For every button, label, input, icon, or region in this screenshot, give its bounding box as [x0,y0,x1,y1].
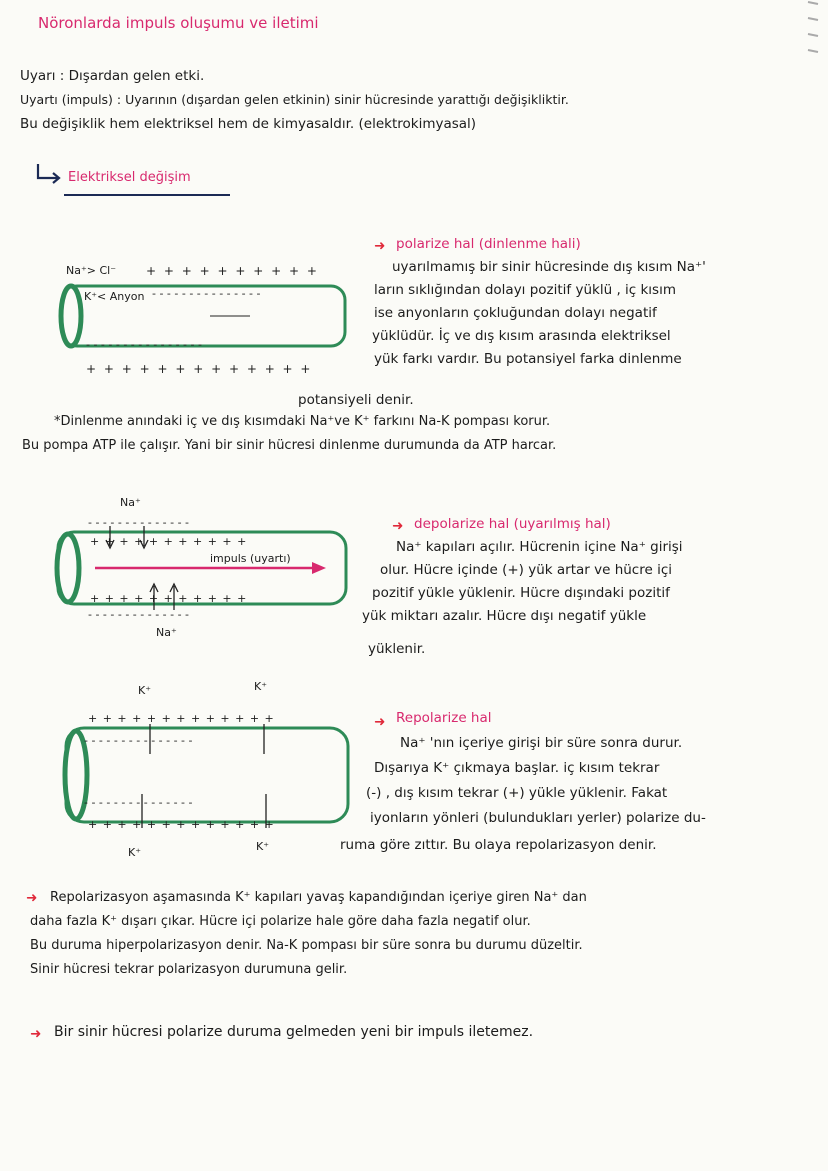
arrow-icon: ➜ [26,890,38,906]
hyper-line-2: daha fazla K⁺ dışarı çıkar. Hücre içi polarize hale göre daha fazla negatif olur. [30,914,531,929]
section-heading: Elektriksel değişim [68,170,191,185]
arrow-icon: ➜ [374,714,386,730]
notebook-spine-marks [804,0,824,60]
corner-arrow-icon [34,162,64,184]
intro-line-1: Uyarı : Dışardan gelen etki. [20,68,205,84]
repolarize-ion-label: K⁺ [138,684,152,697]
pump-note-line-2: Bu pompa ATP ile çalışır. Yani bir sinir hücresi dinlenme durumunda da ATP harcar. [22,438,557,453]
polarize-line: ise anyonların çokluğundan dolayı negatif [374,305,657,321]
repolarize-title: Repolarize hal [396,710,492,726]
final-note: Bir sinir hücresi polarize duruma gelmeden yeni bir impuls iletemez. [54,1024,534,1040]
depolarize-line: olur. Hücre içinde (+) yük artar ve hücre içi [380,562,673,578]
hyper-line-1: Repolarizasyon aşamasında K⁺ kapıları yavaş kapandığından içeriye giren Na⁺ dan [50,890,587,905]
polarize-line: yük farkı vardır. Bu potansiyel farka dinlenme [374,351,682,367]
depolarize-line: Na⁺ kapıları açılır. Hücrenin içine Na⁺ girişi [396,539,683,555]
repolarize-ion-label: K⁺ [254,680,268,693]
depolarize-top-in: + + + + + + + + + + + [90,535,248,548]
depolarize-ion-bottom: Na⁺ [156,626,177,639]
polarize-title: polarize hal (dinlenme hali) [396,236,581,252]
repolarize-bottom-in: - - - - - - - - - - - - - - - [84,796,193,809]
depolarize-ion-top: Na⁺ [120,496,141,509]
depolarize-title: depolarize hal (uyarılmış hal) [414,516,611,532]
arrow-icon: ➜ [374,238,386,254]
polarize-line: yüklüdür. İç ve dış kısım arasında elektriksel [372,328,671,344]
polarize-top-charges: + + + + + + + + + + [146,264,319,278]
depolarize-line: yüklenir. [368,641,426,657]
arrow-icon: ➜ [30,1026,42,1042]
repolarize-line: (-) , dış kısım tekrar (+) yükle yüklenir. Fakat [366,785,668,801]
depolarize-bottom-out: - - - - - - - - - - - - - - [88,608,190,621]
pump-note-line-1: *Dinlenme anındaki iç ve dış kısımdaki Na⁺ve K⁺ farkını Na-K pompası korur. [54,414,551,429]
polarize-bottom-charges: + + + + + + + + + + + + + [86,362,313,376]
depolarize-line: pozitif yükle yüklenir. Hücre dışındaki pozitif [372,585,670,601]
intro-line-2: Uyartı (impuls) : Uyarının (dışardan gelen etkinin) sinir hücresinde yarattığı değişikliktir. [20,92,569,107]
polarize-outer-label: Na⁺> Cl⁻ [66,264,117,277]
polarize-line: ların sıklığından dolayı pozitif yüklü , iç kısım [374,282,676,298]
polarize-inner-label: K⁺< Anyon [84,290,145,303]
repolarize-ion-label: K⁺ [256,840,270,853]
repolarize-line: ruma göre zıttır. Bu olaya repolarizasyon denir. [340,837,657,853]
polarize-inner-top: - - - - - - - - - - - - - - - [152,287,261,300]
repolarize-line: Dışarıya K⁺ çıkmaya başlar. iç kısım tekrar [374,760,660,776]
impulse-label: impuls (uyartı) [210,552,291,565]
hyper-line-4: Sinir hücresi tekrar polarizasyon durumuna gelir. [30,962,348,977]
repolarize-line: Na⁺ 'nın içeriye girişi bir süre sonra durur. [400,735,683,751]
hyper-line-3: Bu duruma hiperpolarizasyon denir. Na-K pompası bir süre sonra bu durumu düzeltir. [30,938,583,953]
polarize-last-line: potansiyeli denir. [298,392,414,408]
depolarize-line: yük miktarı azalır. Hücre dışı negatif yükle [362,608,647,624]
repolarize-ion-label: K⁺ [128,846,142,859]
repolarize-top-out: + + + + + + + + + + + + + [88,712,275,725]
depolarize-bottom-in: + + + + + + + + + + + [90,592,248,605]
repolarize-line: iyonların yönleri (bulundukları yerler) polarize du- [370,810,706,826]
heading-underline [64,194,230,196]
polarize-line: uyarılmamış bir sinir hücresinde dış kısım Na⁺' [392,259,706,275]
intro-line-3: Bu değişiklik hem elektriksel hem de kimyasaldır. (elektrokimyasal) [20,116,477,132]
repolarize-bottom-out: + + + + + + + + + + + + + [88,818,275,831]
arrow-icon: ➜ [392,518,404,534]
polarize-inner-bottom: - - - - - - - - - - - - - - - - [86,338,202,351]
depolarize-top-out: - - - - - - - - - - - - - - [88,516,190,529]
page-title: Nöronlarda impuls oluşumu ve iletimi [38,14,319,32]
repolarize-top-in: - - - - - - - - - - - - - - - [84,734,193,747]
